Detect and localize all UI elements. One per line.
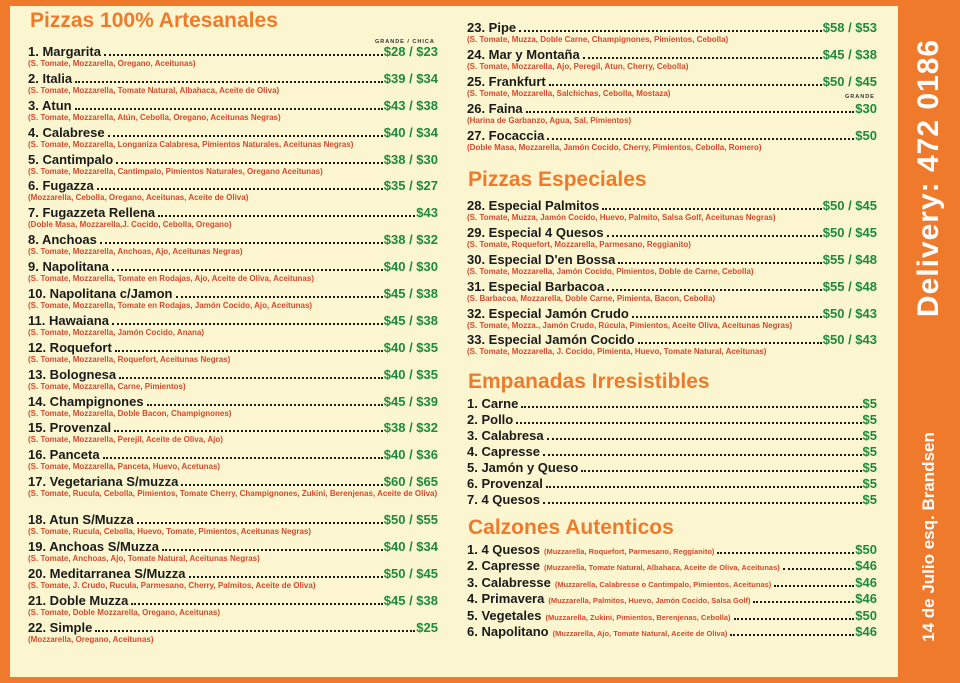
menu-item-ingredients: (S. Tomate, Mozzarella, Cantimpalo, Pimientos Naturales, Oregano Aceitunas) xyxy=(28,166,323,176)
menu-item-price: $39 / $34 xyxy=(383,70,438,86)
menu-item-ingredients: (S. Tomate, Mozzarella, Perejil, Aceite de Oliva, Ajo) xyxy=(28,435,223,445)
menu-item-line xyxy=(467,476,877,491)
dot-leader xyxy=(583,57,822,59)
menu-item-price: $43 xyxy=(416,205,438,221)
dot-leader xyxy=(75,81,383,83)
section-title-artesanales: Pizzas 100% Artesanales xyxy=(30,9,278,32)
menu-item-name: 24. Mar y Montaña xyxy=(467,46,580,62)
menu-item-price: $50 xyxy=(855,127,877,143)
menu-item-price: $45 / $38 xyxy=(383,312,438,328)
menu-item-line xyxy=(467,444,877,459)
menu-item-ingredients: (Muzzarella, Calabresse o Cantimpalo, Pimientos, Aceitunas) xyxy=(554,579,772,589)
menu-item-name: 29. Especial 4 Quesos xyxy=(467,224,604,240)
menu-item-ingredients: (Muzzarella, Roquefort, Parmesano, Reggianito) xyxy=(543,547,715,556)
menu-item xyxy=(467,575,877,591)
menu-item-line xyxy=(467,279,877,294)
menu-item xyxy=(28,232,438,259)
menu-item-name: 7. 4 Quesos xyxy=(467,492,540,507)
dot-leader xyxy=(119,377,383,379)
menu-item-name: 3. Calabresse xyxy=(467,574,551,590)
menu-item xyxy=(28,152,438,179)
dot-leader xyxy=(181,484,382,486)
dot-leader xyxy=(137,522,383,524)
menu-item-price: $43 / $38 xyxy=(383,97,438,113)
menu-item-price: $45 / $38 xyxy=(383,286,438,302)
menu-item xyxy=(467,396,877,412)
menu-item-ingredients: (S. Tomate, Mozzarella, Salchichas, Cebolla, Mostaza) xyxy=(467,88,671,98)
dot-leader xyxy=(638,342,822,344)
dot-leader xyxy=(774,585,854,587)
dot-leader xyxy=(116,162,383,164)
menu-item-line xyxy=(28,394,438,409)
calzones-list xyxy=(467,542,877,640)
menu-item-ingredients: (S. Tomate, Roquefort, Mozzarella, Parmesano, Reggianito) xyxy=(467,239,691,249)
dot-leader xyxy=(516,422,861,424)
menu-item-line xyxy=(467,198,877,213)
section-title-especiales: Pizzas Especiales xyxy=(468,168,647,191)
menu-item-name: 13. Bolognesa xyxy=(28,366,117,382)
menu-item-line xyxy=(28,447,438,462)
dot-leader xyxy=(97,188,383,190)
menu-item-ingredients: (S. Tomate, Mozzarella, Jamón Cocido, Pimientos, Doble de Carne, Cebolla) xyxy=(467,266,754,276)
dot-leader xyxy=(147,404,383,406)
menu-item-ingredients: (S. Tomate, Muzza, Doble Carne, Champignones, Pimientos, Cebolla) xyxy=(467,35,729,44)
menu-item-ingredients: (S. Tomate, Mozzarella, Panceta, Huevo, Acetunas) xyxy=(28,462,221,472)
menu-item-ingredients: (Muzzarella, Tomate Natural, Albahaca, Aceite de Oliva, Aceitunas) xyxy=(544,563,780,573)
menu-item-price: $35 / $27 xyxy=(383,178,438,194)
menu-item-price: $50 / $43 xyxy=(822,332,877,348)
left-border xyxy=(0,0,10,683)
menu-item-ingredients: (S. Tomate, Rucula, Cebolla, Huevo, Tomate, Pimientos, Aceitunas Negras) xyxy=(28,527,312,537)
menu-item xyxy=(28,178,438,205)
menu-item-name: 28. Especial Palmitos xyxy=(467,198,600,213)
menu-item-line xyxy=(467,591,877,608)
menu-item-line xyxy=(28,152,438,167)
bottom-border xyxy=(0,677,960,683)
menu-item xyxy=(28,593,438,620)
dot-leader xyxy=(521,406,861,408)
menu-item-price: $50 / $45 xyxy=(822,224,877,240)
menu-item-price: $45 / $38 xyxy=(383,592,438,608)
section-title-empanadas: Empanadas Irresistibles xyxy=(468,370,710,393)
menu-item xyxy=(467,412,877,428)
menu-item xyxy=(28,44,438,71)
menu-item-line xyxy=(467,558,877,575)
dot-leader xyxy=(100,242,383,244)
menu-item-ingredients: (S. Tomate, Mozza., Jamón Crudo, Rúcula, Pimientos, Aceite Oliva, Aceitunas Negras) xyxy=(467,320,793,330)
menu-item-price: $5 xyxy=(862,396,877,411)
menu-item xyxy=(28,447,438,474)
dot-leader xyxy=(607,289,821,291)
menu-item-price: $40 / $35 xyxy=(383,366,438,382)
menu-item-price: $40 / $30 xyxy=(383,259,438,275)
menu-item-line xyxy=(28,512,438,527)
artesanales-list xyxy=(28,44,438,647)
menu-item-ingredients: (Doble Masa, Mozzarella,J. Cocido, Cebolla, Oregano) xyxy=(28,220,232,230)
menu-item xyxy=(467,542,877,558)
menu-item-ingredients: (S. Tomate, Mozzarella, Roquefort, Aceitunas Negras) xyxy=(28,354,231,364)
menu-item xyxy=(467,225,877,252)
menu-item-name: 1. Carne xyxy=(467,396,519,411)
menu-item-line xyxy=(467,252,877,267)
store-address: 14 de Julio esq. Brandsen xyxy=(919,432,938,642)
menu-item-price: $28 / $23 xyxy=(383,44,438,59)
menu-item-name: 9. Napolitana xyxy=(28,259,109,275)
menu-item xyxy=(467,492,877,508)
menu-item-price: $50 xyxy=(855,542,877,557)
dot-leader xyxy=(783,568,855,570)
menu-item-line xyxy=(467,332,877,347)
menu-item-name: 2. Italia xyxy=(28,70,73,86)
menu-item xyxy=(467,444,877,460)
menu-item-ingredients: (Mozzarella, Cebolla, Oregano, Aceitunas, Aceite de Oliva) xyxy=(28,193,249,203)
menu-item-name: 5. Jamón y Queso xyxy=(467,460,579,475)
menu-item-name: 31. Especial Barbacoa xyxy=(467,278,605,294)
menu-item-price: $45 / $39 xyxy=(383,393,438,409)
menu-item xyxy=(28,394,438,421)
menu-item-price: $38 / $30 xyxy=(383,151,438,167)
dot-leader xyxy=(543,502,862,504)
menu-item-ingredients: (S. Tomate, Mozzarella, J. Cocido, Pimienta, Huevo, Tomate Natural, Aceitunas) xyxy=(467,347,767,357)
menu-item-line xyxy=(467,460,877,475)
menu-item-line xyxy=(467,20,877,35)
menu-item-line xyxy=(467,624,877,641)
menu-item-price: $5 xyxy=(862,428,877,443)
top-border xyxy=(0,0,960,6)
menu-item-line xyxy=(467,47,877,62)
menu-item-ingredients: (Muzzarella, Zukini, Pimientos, Berenjenas, Cebolla) xyxy=(545,612,731,622)
menu-item-price: $50 / $43 xyxy=(822,305,877,321)
menu-item-name: 6. Provenzal xyxy=(467,476,543,491)
dot-leader xyxy=(526,111,855,113)
empanadas-list xyxy=(467,396,877,508)
menu-item-name: 30. Especial D'en Bossa xyxy=(467,251,616,267)
dot-leader xyxy=(549,84,822,86)
menu-item-line xyxy=(28,474,438,489)
menu-item xyxy=(28,367,438,394)
dot-leader xyxy=(115,350,383,352)
menu-item xyxy=(28,539,438,566)
menu-item-line xyxy=(467,428,877,443)
menu-item-line xyxy=(28,620,438,635)
menu-item-ingredients: (S. Tomate, Rucula, Cebolla, Pimientos, Tomate Cherry, Champignones, Zukini, Berenjenas, Aceite de Oliva) xyxy=(28,489,438,499)
menu-item xyxy=(467,460,877,476)
dot-leader xyxy=(753,601,854,603)
menu-item-line xyxy=(467,74,877,89)
dot-leader xyxy=(95,630,415,632)
menu-item-price: $46 xyxy=(855,574,877,590)
dot-leader xyxy=(717,552,854,554)
menu-item xyxy=(467,252,877,279)
menu-item xyxy=(467,101,877,128)
menu-item-line xyxy=(28,566,438,581)
menu-item xyxy=(28,620,438,647)
menu-item-name: 12. Roquefort xyxy=(28,339,112,355)
menu-item-ingredients: (Harina de Garbanzo, Agua, Sal, Pimientos) xyxy=(467,115,632,125)
dot-leader xyxy=(108,135,383,137)
menu-item-price: $50 / $55 xyxy=(383,512,438,528)
menu-item-name: 15. Provenzal xyxy=(28,420,112,436)
menu-item-ingredients: (S. Tomate, Muzza, Jamón Cocido, Huevo, Palmito, Salsa Golf, Aceitunas Negras) xyxy=(467,213,776,222)
menu-item xyxy=(467,20,877,47)
menu-item-name: 1. 4 Quesos xyxy=(467,542,540,557)
menu-item-name: 17. Vegetariana S/muzza xyxy=(28,474,179,490)
menu-item-price: $50 / $45 xyxy=(822,198,877,213)
menu-item xyxy=(467,47,877,74)
menu-item-name: 18. Atun S/Muzza xyxy=(28,512,134,528)
menu-item xyxy=(467,428,877,444)
menu-item-ingredients: (S. Tomate, Doble Mozzarella, Oregano, Aceitunas) xyxy=(28,607,221,617)
size-hint: GRANDE / CHICA xyxy=(375,39,435,45)
menu-item-line xyxy=(28,539,438,554)
menu-item xyxy=(467,476,877,492)
artesanales-cont-list xyxy=(467,20,877,154)
dot-leader xyxy=(75,108,383,110)
menu-item-name: 21. Doble Muzza xyxy=(28,592,129,608)
dot-leader xyxy=(176,296,383,298)
menu-item xyxy=(28,259,438,286)
menu-item-name: 8. Anchoas xyxy=(28,232,97,248)
menu-item-name: 26. Faina xyxy=(467,100,523,116)
menu-item-line xyxy=(28,340,438,355)
menu-item-line xyxy=(28,205,438,220)
dot-leader xyxy=(618,262,821,264)
dot-leader xyxy=(162,549,383,551)
menu-item-price: $5 xyxy=(862,412,877,427)
menu-item-name: 2. Capresse xyxy=(467,558,540,574)
menu-item-line xyxy=(467,225,877,240)
menu-item-name: 6. Fugazza xyxy=(28,178,94,194)
menu-item xyxy=(28,71,438,98)
dot-leader xyxy=(607,235,822,237)
menu-item xyxy=(467,306,877,333)
menu-item-price: $50 / $45 xyxy=(822,73,877,89)
menu-item-ingredients: (S. Tomate, Mozzarella, Carne, Pimientos) xyxy=(28,381,186,391)
menu-item xyxy=(28,420,438,447)
menu-item xyxy=(467,558,877,574)
menu-item-price: $55 / $48 xyxy=(822,278,877,294)
dot-leader xyxy=(131,603,382,605)
menu-item-name: 6. Napolitano xyxy=(467,623,549,639)
menu-item-ingredients: (S. Tomate, Mozzarella, Oregano, Aceitunas) xyxy=(28,59,196,68)
dot-leader xyxy=(519,30,822,32)
menu-item-ingredients: (S. Tomate, Mozzarella, Doble Bacon, Champignones) xyxy=(28,408,232,418)
menu-item-ingredients: (S. Tomate, Mozzarella, Tomate en Rodajas, Ajo, Aceite de Oliva, Aceitunas) xyxy=(28,274,314,284)
especiales-list xyxy=(467,198,877,359)
menu-item-line xyxy=(28,44,438,59)
menu-item-line xyxy=(28,98,438,113)
menu-item-line xyxy=(467,396,877,411)
menu-item xyxy=(28,286,438,313)
menu-item xyxy=(467,74,877,101)
menu-item-line xyxy=(28,71,438,86)
menu-item-ingredients: (S. Tomate, Mozzarella, Ajo, Peregil, Atun, Cherry, Cebolla) xyxy=(467,61,689,71)
menu-item-price: $50 xyxy=(855,607,877,623)
menu-item-ingredients: (S. Tomate, Mozzarella, Anchoas, Ajo, Aceitunas Negras) xyxy=(28,247,243,257)
menu-item xyxy=(28,512,438,539)
menu-item-name: 25. Frankfurt xyxy=(467,73,546,89)
menu-item-line xyxy=(467,492,877,507)
menu-item-ingredients: (S. Tomate, Mozzarella, Longaniza Calabresa, Pimientos Naturales, Aceitunas Negras) xyxy=(28,139,354,149)
menu-item-price: $58 / $53 xyxy=(822,20,877,35)
dot-leader xyxy=(730,634,854,636)
size-hint-grande: GRANDE xyxy=(845,94,875,100)
menu-item-name: 22. Simple xyxy=(28,619,93,635)
menu-item xyxy=(28,340,438,367)
menu-item xyxy=(28,474,438,512)
menu-item-name: 10. Napolitana c/Jamon xyxy=(28,286,173,302)
dot-leader xyxy=(547,438,862,440)
menu-item-price: $46 xyxy=(855,591,877,607)
menu-item-name: 3. Atun xyxy=(28,97,72,113)
menu-item xyxy=(28,566,438,593)
menu-item-name: 1. Margarita xyxy=(28,44,101,59)
menu-item-price: $40 / $34 xyxy=(383,539,438,555)
menu-item-ingredients: (S. Tomate, Mozzarella, Tomate en Rodajas, Jamón Cocido, Ajo, Aceitunas) xyxy=(28,301,313,311)
menu-item-price: $5 xyxy=(862,460,877,475)
dot-leader xyxy=(546,486,862,488)
menu-item-line xyxy=(467,101,877,116)
dot-leader xyxy=(189,576,383,578)
menu-item-name: 27. Focaccia xyxy=(467,127,545,143)
menu-item-name: 7. Fugazzeta Rellena xyxy=(28,205,156,221)
menu-item-line xyxy=(28,259,438,274)
menu-item-price: $55 / $48 xyxy=(822,251,877,267)
menu-item-ingredients: (S. Tomate, Anchoas, Ajo, Tomate Natural, Aceitunas Negras) xyxy=(28,554,260,564)
menu-item-name: 4. Calabrese xyxy=(28,124,105,140)
menu-item-line xyxy=(28,420,438,435)
menu-item-line xyxy=(467,575,877,592)
menu-item xyxy=(28,98,438,125)
menu-item-price: $25 xyxy=(416,619,438,635)
dot-leader xyxy=(632,316,822,318)
menu-item xyxy=(467,198,877,225)
menu-item-ingredients: (S. Barbacoa, Mozzarella, Doble Carne, Pimienta, Bacon, Cebolla) xyxy=(467,293,716,303)
menu-item-price: $5 xyxy=(862,444,877,459)
menu-item-price: $40 / $34 xyxy=(383,124,438,140)
menu-item-price: $45 / $38 xyxy=(822,46,877,62)
menu-item xyxy=(28,313,438,340)
menu-item xyxy=(28,205,438,232)
menu-item-price: $30 xyxy=(855,100,877,116)
menu-item-line xyxy=(467,608,877,625)
menu-item-ingredients: (S. Tomate, Mozzarella, Tomate Natural, Albahaca, Aceite de Oliva) xyxy=(28,85,280,95)
menu-item-price: $38 / $32 xyxy=(383,420,438,436)
menu-item-ingredients: (Muzzarella, Ajo, Tomate Natural, Aceite de Oliva) xyxy=(552,628,728,638)
dot-leader xyxy=(158,215,415,217)
dot-leader xyxy=(112,323,383,325)
menu-item-price: $38 / $32 xyxy=(383,232,438,248)
dot-leader xyxy=(114,430,383,432)
menu-item xyxy=(28,125,438,152)
dot-leader xyxy=(112,269,383,271)
menu-item-price: $5 xyxy=(862,492,877,507)
menu-item xyxy=(467,591,877,607)
menu-item-price: $46 xyxy=(855,623,877,639)
menu-item-line xyxy=(28,367,438,382)
dot-leader xyxy=(103,457,383,459)
menu-item-line xyxy=(467,306,877,321)
menu-item-name: 5. Cantimpalo xyxy=(28,151,114,167)
dot-leader xyxy=(543,454,862,456)
menu-item-price: $60 / $65 xyxy=(383,474,438,490)
menu-item-name: 20. Meditarranea S/Muzza xyxy=(28,566,186,582)
menu-item-line xyxy=(467,128,877,143)
dot-leader xyxy=(602,208,822,210)
menu-item-ingredients: (Muzzarella, Palmitos, Huevo, Jamón Cocido, Salsa Golf) xyxy=(548,596,751,606)
menu-item-name: 5. Vegetales xyxy=(467,607,542,623)
menu-item-name: 3. Calabresa xyxy=(467,428,544,443)
delivery-phone: Delivery: 472 0186 xyxy=(912,38,945,318)
menu-item-name: 19. Anchoas S/Muzza xyxy=(28,539,159,555)
menu-item-price: $46 xyxy=(855,558,877,574)
menu-item-name: 32. Especial Jamón Crudo xyxy=(467,305,629,321)
menu-item-line xyxy=(28,593,438,608)
menu-item-line xyxy=(28,286,438,301)
menu-item-line xyxy=(28,125,438,140)
menu-item-name: 11. Hawaiana xyxy=(28,312,109,328)
menu-item-name: 33. Especial Jamón Cocido xyxy=(467,332,635,348)
menu-item-ingredients: (Doble Masa, Mozzarella, Jamón Cocido, Cherry, Pimientos, Cebolla, Romero) xyxy=(467,142,762,152)
menu-item-price: $40 / $36 xyxy=(383,447,438,463)
menu-item xyxy=(467,624,877,640)
menu-item-ingredients: (S. Tomate, Mozzarella, Atún, Cebolla, Oregano, Aceitunas Negras) xyxy=(28,112,281,122)
dot-leader xyxy=(734,618,855,620)
menu-item-ingredients: (S. Tomate, J. Crudo, Rucula, Parmesano, Cherry, Palmitos, Aceite de Oliva) xyxy=(28,581,316,591)
menu-item-ingredients: (Mozzarella, Oregano, Aceitunas) xyxy=(28,634,154,644)
menu-item-name: 4. Primavera xyxy=(467,591,545,607)
menu-item-price: $40 / $35 xyxy=(383,339,438,355)
menu-item xyxy=(467,279,877,306)
dot-leader xyxy=(547,138,854,140)
menu-item-line xyxy=(28,178,438,193)
menu-item xyxy=(467,332,877,359)
menu-item-line xyxy=(28,232,438,247)
menu-item-name: 16. Panceta xyxy=(28,447,100,463)
menu-item-line xyxy=(467,412,877,427)
menu-item-name: 23. Pipe xyxy=(467,20,517,35)
menu-item-line xyxy=(467,542,877,559)
menu-item-ingredients: (S. Tomate, Mozzarella, Jamón Cocido, Anana) xyxy=(28,327,205,337)
menu-item-name: 4. Capresse xyxy=(467,444,540,459)
menu-item-name: 2. Pollo xyxy=(467,412,514,427)
dot-leader xyxy=(581,470,861,472)
section-title-calzones: Calzones Autenticos xyxy=(468,516,674,539)
menu-item xyxy=(467,608,877,624)
menu-item-line xyxy=(28,313,438,328)
dot-leader xyxy=(104,54,383,56)
menu-item-name: 14. Champignones xyxy=(28,393,144,409)
menu-item-price: $5 xyxy=(862,476,877,491)
menu-item-price: $50 / $45 xyxy=(383,566,438,582)
menu-item xyxy=(467,128,877,155)
